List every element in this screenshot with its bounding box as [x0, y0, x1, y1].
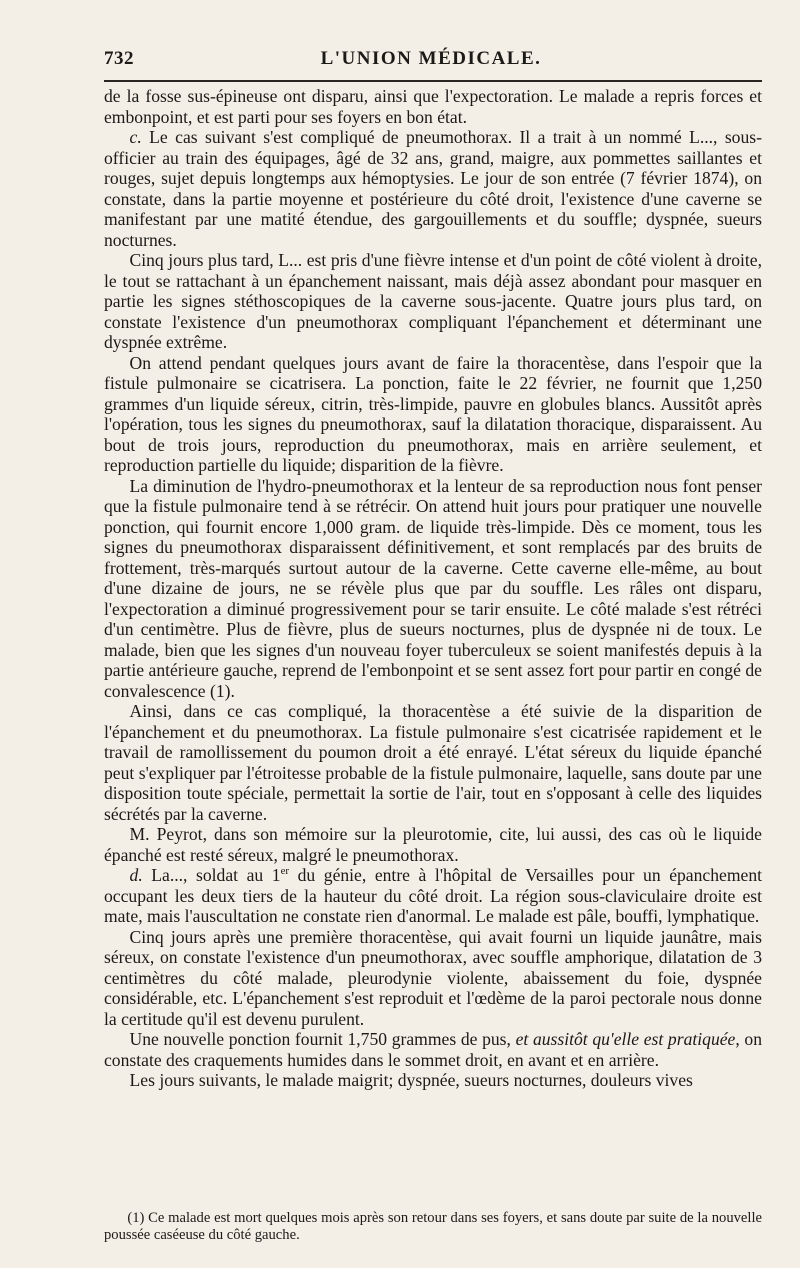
- header-rule: [104, 80, 762, 82]
- paragraph-text: Une nouvelle ponction fournit 1,750 grammes de pus,: [129, 1029, 516, 1049]
- page-number: 732: [104, 48, 134, 69]
- paragraph: Cinq jours après une première thoracentèse, qui avait fourni un liquide jaunâtre, mais séreux, on constate l'existence d'un pneumothorax, avec souffle amphorique, dilatation de 3 centimètres du côté malade, pleurodynie violente, abaissement du foie, dyspnée considérable, etc. L'épanchement s'est reproduit et l'œdème de la paroi pectorale nous donne la certitude qu'il est devenu purulent.: [104, 926, 762, 1029]
- body-text: [104, 86, 762, 1091]
- paragraph: M. Peyrot, dans son mémoire sur la pleurotomie, cite, lui aussi, des cas où le liquide épanché est resté séreux, malgré le pneumothorax.: [104, 824, 762, 865]
- emphasis-text: et aussitôt qu'elle est pratiquée: [515, 1029, 736, 1049]
- paragraph: [104, 1029, 762, 1070]
- paragraph-text: du génie, entre à l'hôpital de Versailles pour un épanchement occupant les deux tiers de la hauteur du côté droit. La région sous-claviculaire droite est mate, mais l'auscultation ne constate rien d'anormal. Le malade est pâle, bouffi, lymphatique.: [104, 865, 763, 926]
- superscript: er: [280, 865, 290, 878]
- paragraph-text: La..., soldat au 1: [142, 865, 281, 885]
- paragraph: de la fosse sus-épineuse ont disparu, ainsi que l'expectoration. Le malade a repris forces et embonpoint, et est parti pour ses foyers en bon état.: [104, 86, 762, 127]
- running-header: [104, 44, 758, 78]
- paragraph-text: Le cas suivant s'est compliqué de pneumothorax. Il a trait à un nommé L..., sous-officier au train des équipages, âgé de 32 ans, grand, maigre, aux pommettes saillantes et rouges, sujet depuis longtemps aux hémoptysies. Le jour de son entrée (7 février 1874), on constate, dans la partie moyenne et postérieure du côté droit, l'existence d'une caverne se manifestant par une matité étendue, des gargouillements et du souffle; dyspnée, sueurs nocturnes.: [104, 127, 762, 250]
- running-title: L'UNION MÉDICALE.: [320, 48, 542, 69]
- paragraph: [104, 127, 762, 250]
- paragraph: On attend pendant quelques jours avant de faire la thoracentèse, dans l'espoir que la fistule pulmonaire se cicatrisera. La ponction, faite le 22 février, ne fournit que 1,250 grammes d'un liquide séreux, citrin, très-limpide, pauvre en globules blancs. Aussitôt après l'opération, tous les signes du pneumothorax, sauf la dilatation thoracique, disparaissent. Au bout de trois jours, reproduction du pneumothorax, mais en arrière seulement, et reproduction partielle du liquide; disparition de la fièvre.: [104, 352, 762, 475]
- footnote: (1) Ce malade est mort quelques mois après son retour dans ses foyers, et sans doute par suite de la nouvelle poussée caséeuse du côté gauche.: [104, 1210, 762, 1243]
- paragraph-text: , on constate des craquements humides dans le sommet droit, en avant et en arrière.: [104, 1029, 763, 1070]
- paragraph: La diminution de l'hydro-pneumothorax et la lenteur de sa reproduction nous font penser que la fistule pulmonaire tend à se rétrécir. On attend huit jours pour pratiquer une nouvelle ponction, qui fournit encore 1,000 gram. de liquide très-limpide. Dès ce moment, tous les signes du pneumothorax disparaissent définitivement, et sont remplacés par des bruits de frottement, très-marqués surtout autour de la caverne. Cette caverne elle-même, au bout d'une dizaine de jours, ne se révèle plus que par du souffle. Les râles ont disparu, l'expectoration a diminué progressivement pour se tarir ensuite. Le côté malade s'est rétréci d'un centimètre. Plus de fièvre, plus de sueurs nocturnes, plus de dyspnée ni de toux. Le malade, bien que les signes d'un nouveau foyer tuberculeux se soient manifestés depuis à la partie antérieure gauche, reprend de l'embonpoint et se sent assez fort pour partir en congé de convalescence (1).: [104, 475, 762, 701]
- paragraph: Les jours suivants, le malade maigrit; dyspnée, sueurs nocturnes, douleurs vives: [129, 1070, 693, 1090]
- case-label: d.: [129, 865, 143, 885]
- case-label: c.: [129, 127, 142, 147]
- paragraph: Ainsi, dans ce cas compliqué, la thoracentèse a été suivie de la disparition de l'épanchement et du pneumothorax. La fistule pulmonaire s'est cicatrisée rapidement et le travail de ramollissement du poumon droit a été enrayé. L'état séreux du liquide épanché peut s'expliquer par l'étroitesse probable de la fistule pulmonaire, laquelle, sans doute par une disposition toute spéciale, permettait la sortie de l'air, tout en s'opposant à celle des liquides sécrétés par la caverne.: [104, 701, 762, 824]
- paragraph: [104, 865, 762, 927]
- paragraph: Cinq jours plus tard, L... est pris d'une fièvre intense et d'un point de côté violent à droite, le tout se rattachant à un épanchement naissant, mais déjà assez abondant pour masquer en partie les signes stéthoscopiques de la caverne sous-jacente. Quatre jours plus tard, on constate l'existence d'un pneumothorax compliquant l'épanchement et déterminant une dyspnée extrême.: [104, 250, 762, 352]
